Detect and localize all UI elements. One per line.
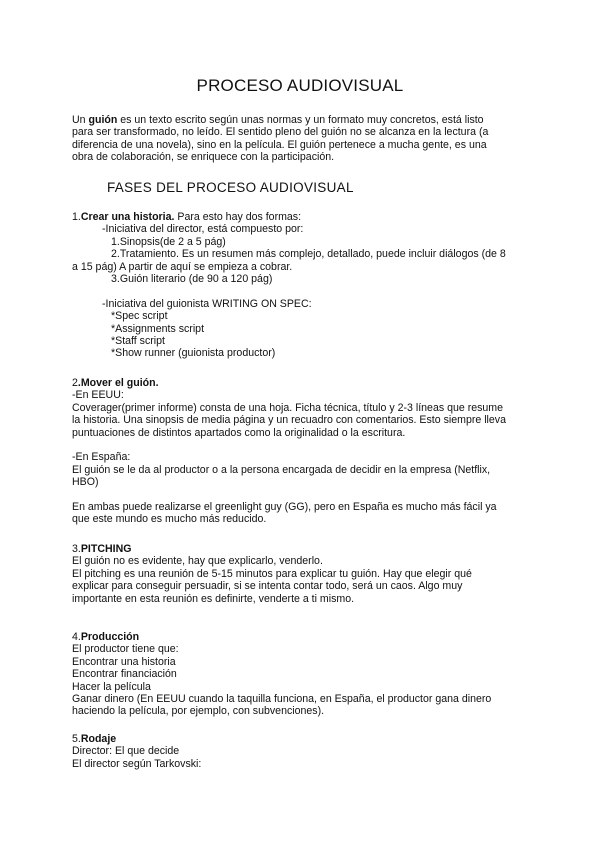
text-line: Hacer la película [72,680,151,693]
list-item: *Show runner (guionista productor) [111,347,276,360]
section-crear-historia [72,211,532,360]
list-item: *Assignments script [111,322,205,335]
text-line: HBO) [72,476,99,489]
text-line: Encontrar financiación [72,668,177,681]
section-pitching [72,543,532,605]
section-heading: 3.PITCHING [72,543,132,555]
list-item: 3.Guión literario (de 90 a 120 pág) [111,273,273,286]
list-item: *Staff script [111,335,165,348]
text-line: la historia. Una sinopsis de media página y un recuadro con comentarios. Esto siempre lleva [72,414,506,427]
text-line: En ambas puede realizarse el greenlight guy (GG), pero en España es mucho más fácil ya [72,501,497,514]
list-item: a 15 pág) A partir de aquí se empieza a cobrar. [72,260,293,273]
text-line: puntuaciones de distintos apartados como la originalidad o la escritura. [72,426,406,439]
text-line: El productor tiene que: [72,643,179,656]
intro-line: para ser transformado, no leído. El sentido pleno del guión no se alcanza en la lectura (a [72,126,489,139]
section-heading: 2.Mover el guión. [72,377,159,389]
page-title: PROCESO AUDIOVISUAL [196,76,404,95]
intro-line: obra de colaboración, se enriquece con la participación. [72,151,335,164]
intro-bold-word: guión [88,114,118,126]
section-produccion [72,631,532,718]
list-item: *Spec script [111,310,168,323]
text-line: El guión se le da al productor o a la persona encargada de decidir en la empresa (Netflix, [72,463,491,476]
text-line: importante en esta reunión es definirte, venderte a ti mismo. [72,592,355,605]
intro-paragraph: Un guión es un texto escrito según unas normas y un formato muy concretos, está listo para ser transformado, no leído. El sentido pleno del guión no se alcanza en la lectura (a diferencia de una novela), sino en la película. El guión pertenece a mucha gente, es una obra de colaboración, se enriquece con la participación. [72,114,532,164]
intro-line: diferencia de una novela), sino en la película. El guión pertenece a mucha gente, es una [72,138,487,151]
text-line: El guión no es evidente, hay que explicarlo, venderlo. [72,555,323,568]
text-line: que este mundo es mucho más reducido. [72,513,267,526]
text-line: El director según Tarkovski: [72,757,202,770]
list-item: 1.Sinopsis(de 2 a 5 pág) [111,235,226,248]
section-heading: 1.Crear una historia. Para esto hay dos formas: [72,211,302,223]
section-mover-guion [72,377,532,526]
list-item: -Iniciativa del guionista WRITING ON SPEC: [102,297,312,310]
section-subtitle: FASES DEL PROCESO AUDIOVISUAL [107,180,354,195]
text-line: -En EEUU: [72,389,124,402]
text-line: Ganar dinero (En EEUU cuando la taquilla funciona, en España, el productor gana dinero [72,693,492,706]
text-line: El pitching es una reunión de 5-15 minutos para explicar tu guión. Hay que elegir qué [72,567,472,580]
section-heading: 4.Producción [72,631,140,643]
list-item: -Iniciativa del director, está compuesto por: [102,223,304,236]
text-line: -En España: [72,451,131,464]
section-rodaje [72,733,532,770]
text-line: haciendo la película, por ejemplo, con subvenciones). [72,705,325,718]
text-line: explicar para conseguir persuadir, si se intenta contar todo, será un caos. Algo muy [72,580,463,593]
text-line: Coverager(primer informe) consta de una hoja. Ficha técnica, título y 2-3 líneas que resume [72,401,504,414]
section-heading: 5.Rodaje [72,733,117,745]
text-line: Encontrar una historia [72,655,176,668]
list-item: 2.Tratamiento. Es un resumen más complejo, detallado, puede incluir diálogos (de 8 [111,248,506,261]
text-line: Director: El que decide [72,745,180,758]
